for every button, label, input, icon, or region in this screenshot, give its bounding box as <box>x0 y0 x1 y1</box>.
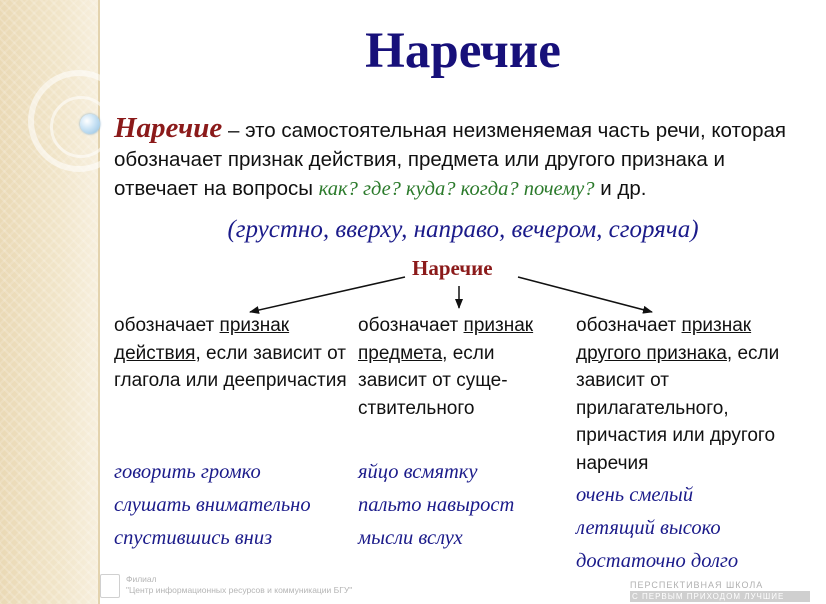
definition-term: Наречие <box>114 112 223 144</box>
example-item: спустившись вниз <box>114 527 273 549</box>
definition-questions: как? где? куда? когда? почему? <box>318 178 595 200</box>
column-action <box>114 312 350 395</box>
examples-object <box>358 456 514 555</box>
column-object <box>358 312 563 422</box>
column-rest: , если зависит от прилагательного, причастия или другого наречия <box>576 342 780 474</box>
footer-watermark-left <box>126 574 352 596</box>
diagram-root-label: Наречие <box>412 256 493 280</box>
examples-attribute <box>576 479 738 578</box>
example-item: достаточно долго <box>576 550 739 572</box>
arrow-left <box>250 277 405 312</box>
column-lead: обозначает <box>358 315 464 336</box>
column-key-phrase: признак другого признака <box>576 315 752 364</box>
example-item: летящий высоко <box>576 517 721 539</box>
column-key-phrase: признак действия, <box>114 315 290 364</box>
footer-line: С ПЕРВЫМ ПРИХОДОМ ЛУЧШИЕ <box>630 591 810 602</box>
column-key-phrase: признак предмета <box>358 315 534 364</box>
examples-action <box>114 456 311 555</box>
example-item: говорить громко <box>114 461 261 483</box>
arrow-right <box>518 277 652 312</box>
example-item: яйцо всмятку <box>358 461 478 483</box>
definition-tail: и др. <box>594 177 647 200</box>
footer-line: "Центр информационных ресурсов и коммуникации БГУ" <box>126 585 353 595</box>
footer-logo-icon <box>100 574 120 598</box>
examples-line: (грустно, вверху, направо, вечером, сгоряча) <box>227 216 699 243</box>
example-item: слушать внимательно <box>114 494 311 516</box>
definition-text: – это самостоятельная неизменяемая часть речи, которая обозначает признак действия, предмета или другого признака и отвечает на вопросы <box>114 119 786 200</box>
slide-title: Наречие <box>365 23 561 79</box>
footer-watermark-right <box>630 580 810 602</box>
column-rest: если зависит от глагола или деепричастия <box>114 342 347 391</box>
column-lead: обозначает <box>576 315 682 336</box>
example-item: мысли вслух <box>358 527 463 549</box>
example-item: очень смелый <box>576 484 694 506</box>
column-rest: , если зависит от суще-ствительного <box>358 342 508 419</box>
footer-line: ПЕРСПЕКТИВНАЯ ШКОЛА <box>630 580 764 590</box>
column-attribute <box>576 312 821 477</box>
example-item: пальто навырост <box>358 494 515 516</box>
column-lead: обозначает <box>114 315 220 336</box>
footer-line: Филиал <box>126 574 157 584</box>
